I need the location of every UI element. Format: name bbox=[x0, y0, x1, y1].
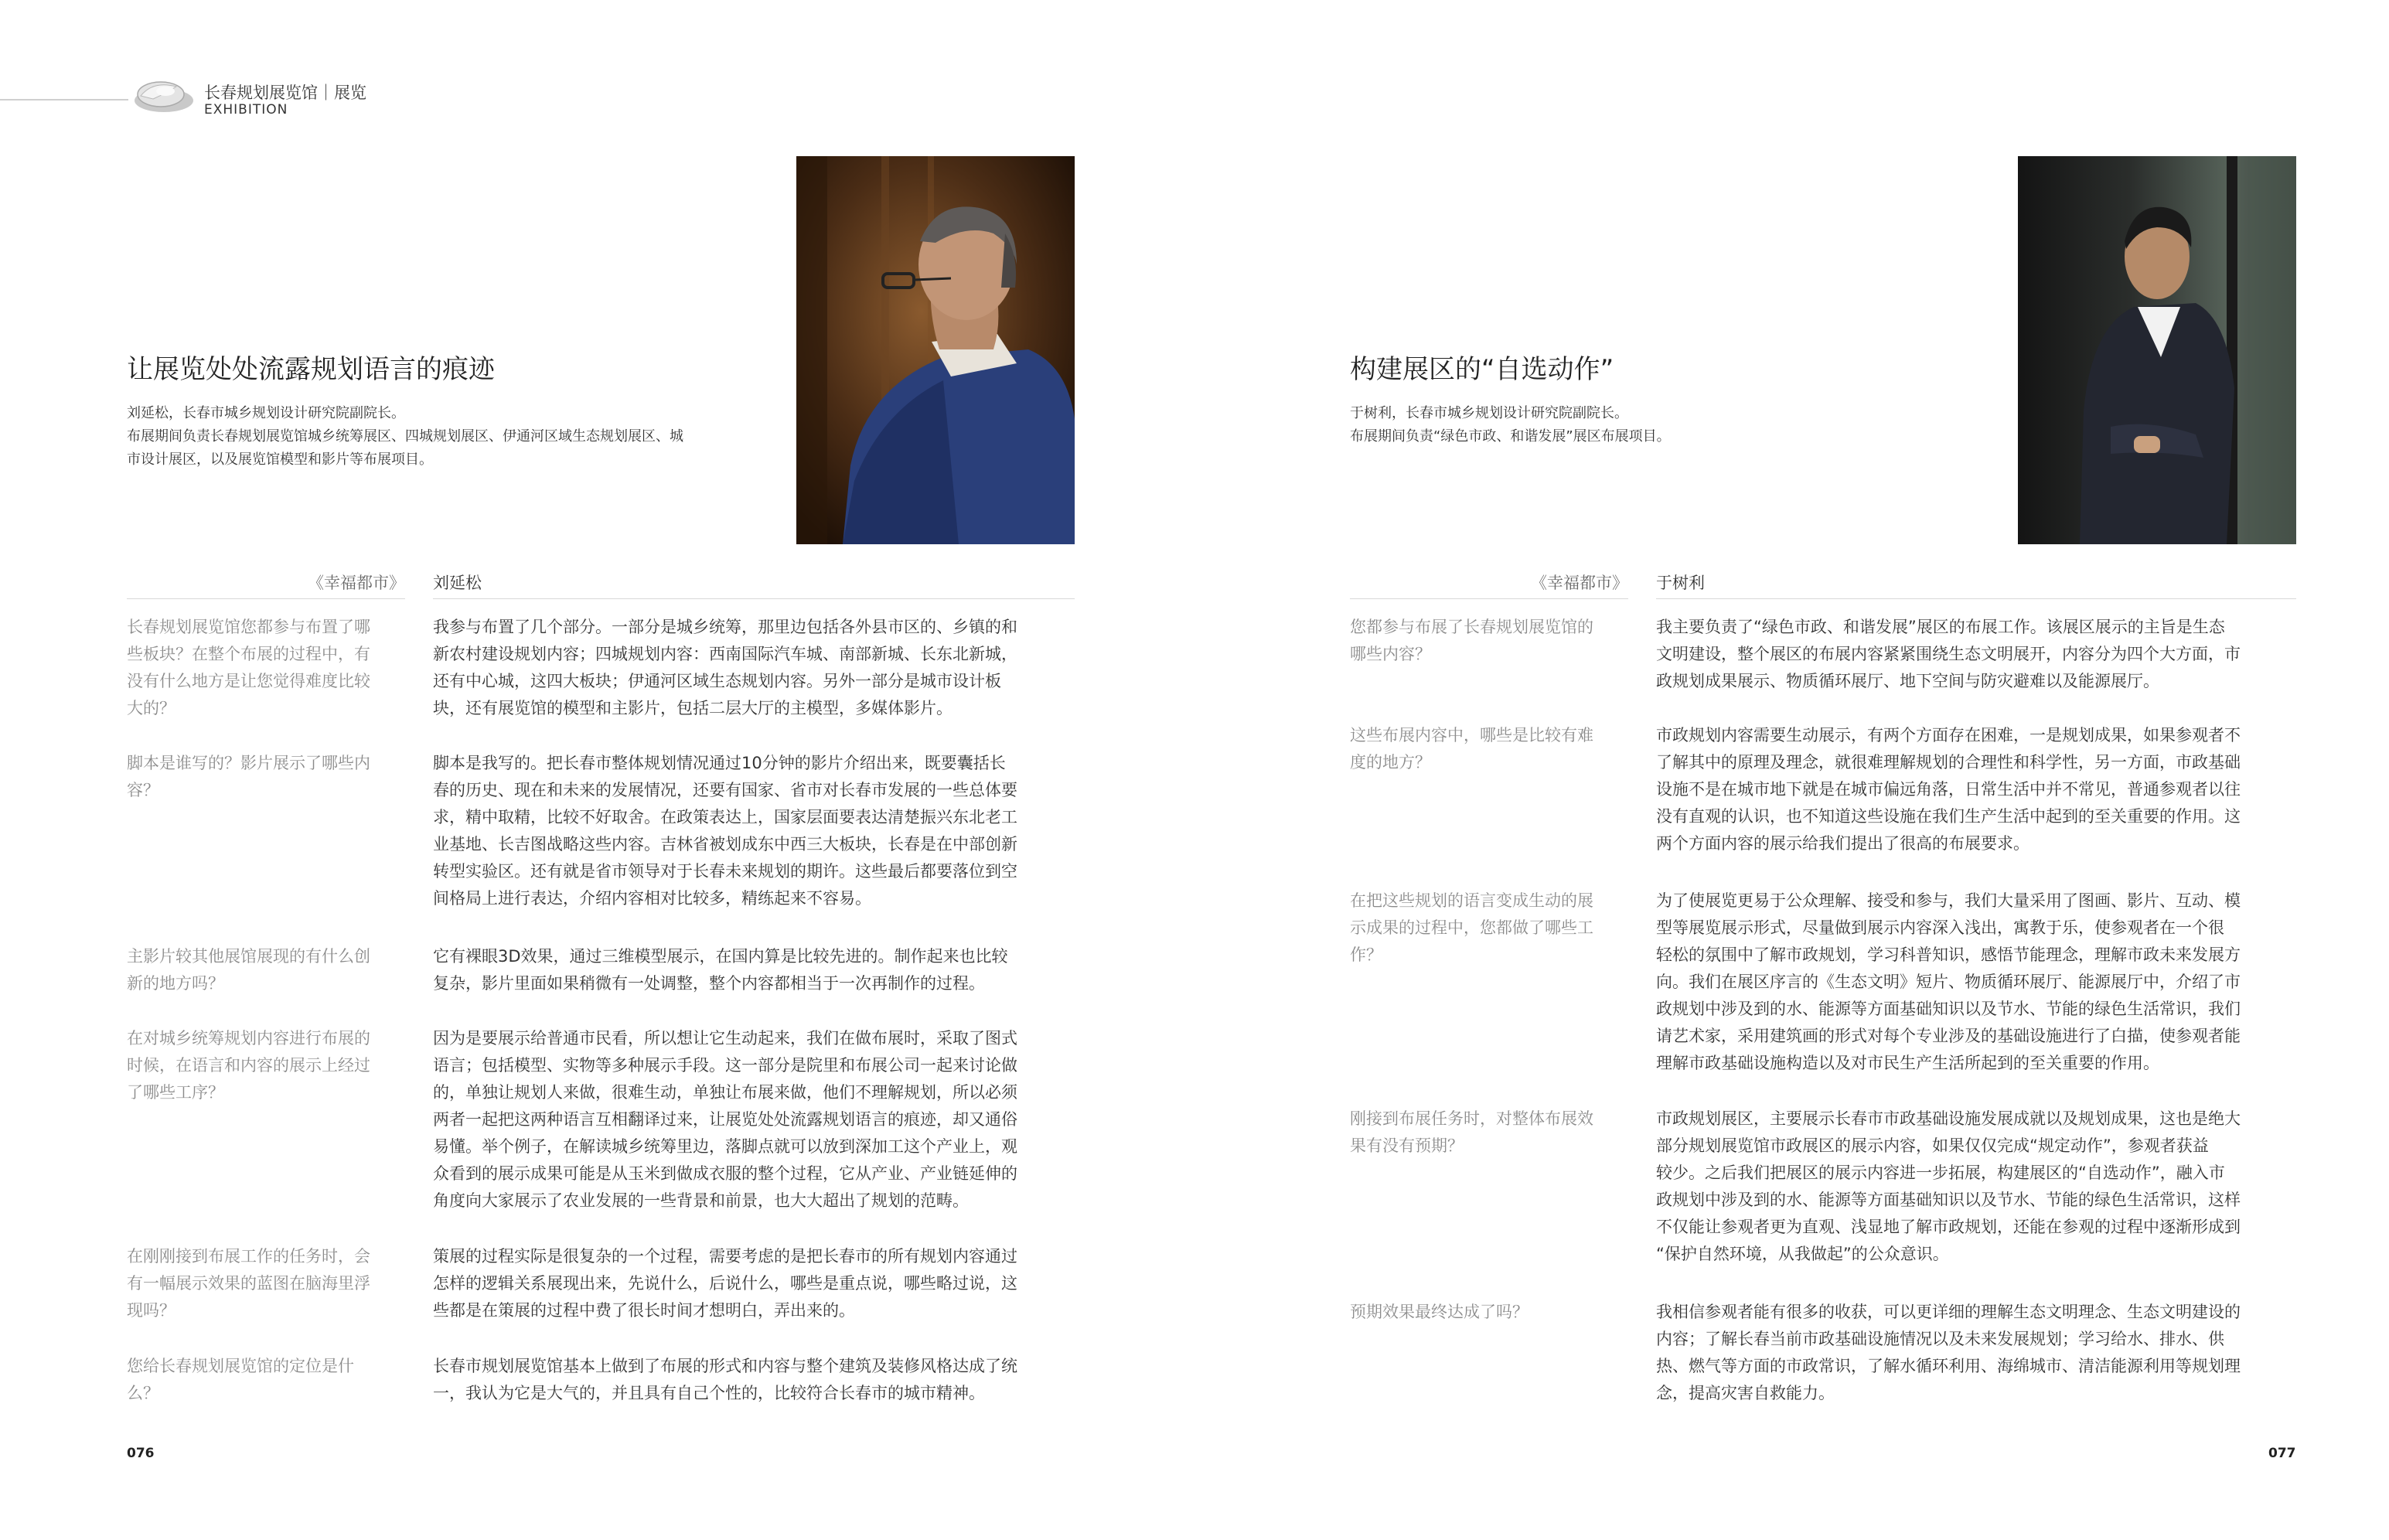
text-line: 度的地方？ bbox=[1350, 753, 1431, 772]
answer bbox=[433, 1243, 1076, 1324]
text-line: 的，单独让规划人来做，很难生动，单独让布展来做，他们不理解规划，所以必须 bbox=[433, 1083, 1017, 1102]
text-line: 有一幅展示效果的蓝图在脑海里浮 bbox=[127, 1274, 370, 1293]
text-line: 没有直观的认识，也不知道这些设施在我们生产生活中起到的至关重要的作用。这 bbox=[1656, 807, 2241, 826]
text-line: 预期效果最终达成了吗？ bbox=[1350, 1303, 1528, 1321]
text-line: 较少。之后我们把展区的展示内容进一步拓展，构建展区的“自选动作”，融入市 bbox=[1656, 1164, 2225, 1182]
right-interviewee-head: 于树利 bbox=[1656, 574, 1705, 592]
text-line: 策展的过程实际是很复杂的一个过程，需要考虑的是把长春市的所有规划内容通过 bbox=[433, 1247, 1017, 1266]
header-rule bbox=[0, 99, 128, 101]
left-head-rule-q bbox=[127, 598, 405, 599]
text-line: 容？ bbox=[127, 781, 159, 799]
question bbox=[127, 1353, 413, 1407]
text-line: 市政规划展区，主要展示长春市市政基础设施发展成就以及规划成果，这也是绝大 bbox=[1656, 1109, 2241, 1128]
text-line: 没有什么地方是让您觉得难度比较 bbox=[127, 672, 370, 690]
header-title: 长春规划展览馆｜展览 bbox=[204, 83, 366, 102]
text-line: 市政规划内容需要生动展示，有两个方面存在困难，一是规划成果，如果参观者不 bbox=[1656, 726, 2241, 744]
answer bbox=[1656, 888, 2298, 1077]
text-line: 块，还有展览馆的模型和主影片，包括二层大厅的主模型，多媒体影片。 bbox=[433, 699, 953, 717]
text-line: 主影片较其他展馆展现的有什么创 bbox=[127, 947, 370, 966]
text-line: 角度向大家展示了农业发展的一些背景和前景，也大大超出了规划的范畴。 bbox=[433, 1191, 969, 1210]
text-line: 新农村建设规划内容；四城规划内容：西南国际汽车城、南部新城、长东北新城， bbox=[433, 645, 1017, 663]
right-interviewer-head: 《幸福都市》 bbox=[1531, 574, 1628, 592]
text-line: 果有没有预期？ bbox=[1350, 1136, 1464, 1155]
text-line: 示成果的过程中，您都做了哪些工 bbox=[1350, 918, 1593, 937]
question bbox=[127, 1025, 413, 1106]
text-line: 业基地、长吉图战略这些内容。吉林省被划成东中西三大板块，长春是在中部创新 bbox=[433, 835, 1017, 853]
intro-line: 刘延松，长春市城乡规划设计研究院副院长。 bbox=[127, 405, 405, 421]
text-line: 转型实验区。还有就是省市领导对于长春未来规划的期许。这些最后都要落位到空 bbox=[433, 862, 1017, 881]
text-line: 不仅能让参观者更为直观、浅显地了解市政规划，还能在参观的过程中逐渐形成到 bbox=[1656, 1218, 2241, 1236]
text-line: 请艺术家，采用建筑画的形式对每个专业涉及的基础设施进行了白描，使参观者能 bbox=[1656, 1027, 2241, 1045]
text-line: 我主要负责了“绿色市政、和谐发展”展区的布展工作。该展区展示的主旨是生态 bbox=[1656, 618, 2225, 636]
text-line: 部分规划展览馆市政展区的展示内容，如果仅仅完成“规定动作”，参观者获益 bbox=[1656, 1136, 2209, 1155]
left-interviewee-head: 刘延松 bbox=[433, 574, 482, 592]
text-line: 现吗？ bbox=[127, 1301, 176, 1320]
text-line: 语言；包括模型、实物等多种展示手段。这一部分是院里和布展公司一起来讨论做 bbox=[433, 1056, 1017, 1075]
intro-line: 布展期间负责“绿色市政、和谐发展”展区布展项目。 bbox=[1350, 428, 1671, 445]
text-line: 热、燃气等方面的市政常识，了解水循环利用、海绵城市、清洁能源利用等规划理 bbox=[1656, 1357, 2241, 1375]
text-line: 我参与布置了几个部分。一部分是城乡统筹，那里边包括各外县市区的、乡镇的和 bbox=[433, 618, 1017, 636]
right-head-rule-a bbox=[1656, 598, 2296, 599]
text-line: 为了使展览更易于公众理解、接受和参与，我们大量采用了图画、影片、互动、模 bbox=[1656, 891, 2241, 910]
answer bbox=[433, 1353, 1076, 1407]
text-line: 轻松的氛围中了解市政规划，学习科普知识，感悟节能理念，理解市政未来发展方 bbox=[1656, 945, 2241, 964]
text-line: 时候，在语言和内容的展示上经过 bbox=[127, 1056, 370, 1075]
text-line: 脚本是谁写的？影片展示了哪些内 bbox=[127, 754, 370, 772]
text-line: 了解其中的原理及理念，就很难理解规划的合理性和科学性，另一方面，市政基础 bbox=[1656, 753, 2241, 772]
text-line: 些板块？在整个布展的过程中，有 bbox=[127, 645, 370, 663]
text-line: 念，提高灾害自救能力。 bbox=[1656, 1384, 1835, 1402]
text-line: 刚接到布展任务时，对整体布展效 bbox=[1350, 1109, 1593, 1128]
answer bbox=[1656, 722, 2298, 857]
intro-line: 于树利，长春市城乡规划设计研究院副院长。 bbox=[1350, 405, 1628, 421]
question bbox=[127, 750, 413, 804]
text-line: 怎样的逻辑关系展现出来，先说什么，后说什么，哪些是重点说，哪些略过说，这 bbox=[433, 1274, 1017, 1293]
text-line: 复杂，影片里面如果稍微有一处调整，整个内容都相当于一次再制作的过程。 bbox=[433, 974, 985, 993]
text-line: 在对城乡统筹规划内容进行布展的 bbox=[127, 1029, 370, 1048]
text-line: 向。我们在展区序言的《生态文明》短片、物质循环展厅、能源展厅中，介绍了市 bbox=[1656, 973, 2241, 991]
text-line: 设施不是在城市地下就是在城市偏远角落，日常生活中并不常见，普通参观者以往 bbox=[1656, 780, 2241, 799]
page-number-right: 077 bbox=[2268, 1446, 2296, 1461]
header-subtitle: EXHIBITION bbox=[204, 102, 288, 118]
text-line: 间格局上进行表达，介绍内容相对比较多，精练起来不容易。 bbox=[433, 889, 871, 908]
text-line: 些都是在策展的过程中费了很长时间才想明白，弄出来的。 bbox=[433, 1301, 855, 1320]
text-line: 还有中心城，这四大板块；伊通河区域生态规划内容。另外一部分是城市设计板 bbox=[433, 672, 1001, 690]
question bbox=[1350, 888, 1636, 969]
text-line: 大的？ bbox=[127, 699, 176, 717]
page-number-left: 076 bbox=[127, 1446, 155, 1461]
text-line: 理解市政基础设施构造以及对市民生产生活所起到的至关重要的作用。 bbox=[1656, 1054, 2159, 1072]
text-line: 了哪些工序？ bbox=[127, 1083, 224, 1102]
answer bbox=[1656, 1299, 2298, 1407]
text-line: 因为是要展示给普通市民看，所以想让它生动起来，我们在做布展时，采取了图式 bbox=[433, 1029, 1017, 1048]
question bbox=[127, 1243, 413, 1324]
question bbox=[127, 614, 413, 722]
text-line: 长春规划展览馆您都参与布置了哪 bbox=[127, 618, 370, 636]
text-line: 新的地方吗？ bbox=[127, 974, 224, 993]
text-line: 我相信参观者能有很多的收获，可以更详细的理解生态文明理念、生态文明建设的 bbox=[1656, 1303, 2241, 1321]
question bbox=[1350, 614, 1636, 668]
text-line: 一，我认为它是大气的，并且具有自己个性的，比较符合长春市的城市精神。 bbox=[433, 1384, 985, 1402]
text-line: 政规划中涉及到的水、能源等方面基础知识以及节水、节能的绿色生活常识，我们 bbox=[1656, 1000, 2241, 1018]
text-line: 内容；了解长春当前市政基础设施情况以及未来发展规划；学习给水、排水、供 bbox=[1656, 1330, 2224, 1348]
text-line: 您都参与布展了长春规划展览馆的 bbox=[1350, 618, 1593, 636]
text-line: 在刚刚接到布展工作的任务时，会 bbox=[127, 1247, 370, 1266]
text-line: 两个方面内容的展示给我们提出了很高的布展要求。 bbox=[1656, 834, 2029, 853]
answer bbox=[1656, 1106, 2298, 1268]
intro-line: 市设计展区，以及展览馆模型和影片等布展项目。 bbox=[127, 451, 433, 468]
text-line: 作？ bbox=[1350, 945, 1382, 964]
portrait-photo-left bbox=[796, 156, 1075, 544]
answer bbox=[433, 1025, 1076, 1215]
question bbox=[127, 943, 413, 997]
text-line: 长春市规划展览馆基本上做到了布展的形式和内容与整个建筑及装修风格达成了统 bbox=[433, 1357, 1017, 1375]
text-line: “保护自然环境，从我做起”的公众意识。 bbox=[1656, 1245, 1949, 1263]
answer bbox=[433, 943, 1076, 997]
left-head-rule-a bbox=[433, 598, 1075, 599]
question bbox=[1350, 1299, 1636, 1326]
stone-logo-icon bbox=[130, 73, 195, 118]
answer bbox=[433, 750, 1076, 912]
question bbox=[1350, 722, 1636, 776]
text-line: 在把这些规划的语言变成生动的展 bbox=[1350, 891, 1593, 910]
text-line: 么？ bbox=[127, 1384, 159, 1402]
text-line: 型等展览展示形式，尽量做到展示内容深入浅出，寓教于乐，使参观者在一个很 bbox=[1656, 918, 2224, 937]
text-line: 这些布展内容中，哪些是比较有难 bbox=[1350, 726, 1593, 744]
text-line: 政规划中涉及到的水、能源等方面基础知识以及节水、节能的绿色生活常识，这样 bbox=[1656, 1191, 2241, 1209]
text-line: 哪些内容？ bbox=[1350, 645, 1431, 663]
text-line: 春的历史、现在和未来的发展情况，还要有国家、省市对长春市发展的一些总体要 bbox=[433, 781, 1017, 799]
right-section-title: 构建展区的“自选动作” bbox=[1350, 354, 1614, 385]
text-line: 两者一起把这两种语言互相翻译过来，让展览处处流露规划语言的痕迹，却又通俗 bbox=[433, 1110, 1017, 1129]
right-intro bbox=[1350, 402, 1999, 448]
text-line: 求，精中取精，比较不好取舍。在政策表达上，国家层面要表达清楚振兴东北老工 bbox=[433, 808, 1017, 826]
text-line: 脚本是我写的。把长春市整体规划情况通过10分钟的影片介绍出来，既要囊括长 bbox=[433, 754, 1006, 772]
text-line: 文明建设，整个展区的布展内容紧紧围绕生态文明展开，内容分为四个大方面，市 bbox=[1656, 645, 2241, 663]
left-intro bbox=[127, 402, 776, 472]
question bbox=[1350, 1106, 1636, 1160]
left-section-title: 让展览处处流露规划语言的痕迹 bbox=[127, 354, 495, 385]
portrait-photo-right bbox=[2018, 156, 2296, 544]
left-interviewer-head: 《幸福都市》 bbox=[308, 574, 405, 592]
text-line: 众看到的展示成果可能是从玉米到做成衣服的整个过程，它从产业、产业链延伸的 bbox=[433, 1164, 1017, 1183]
right-head-rule-q bbox=[1350, 598, 1628, 599]
answer bbox=[1656, 614, 2298, 695]
text-line: 它有裸眼3D效果，通过三维模型展示，在国内算是比较先进的。制作起来也比较 bbox=[433, 947, 1008, 966]
answer bbox=[433, 614, 1076, 722]
text-line: 政规划成果展示、物质循环展厅、地下空间与防灾避难以及能源展厅。 bbox=[1656, 672, 2159, 690]
text-line: 您给长春规划展览馆的定位是什 bbox=[127, 1357, 354, 1375]
intro-line: 布展期间负责长春规划展览馆城乡统筹展区、四城规划展区、伊通河区域生态规划展区、城 bbox=[127, 428, 683, 445]
text-line: 易懂。举个例子，在解读城乡统筹里边，落脚点就可以放到深加工这个产业上，观 bbox=[433, 1137, 1017, 1156]
